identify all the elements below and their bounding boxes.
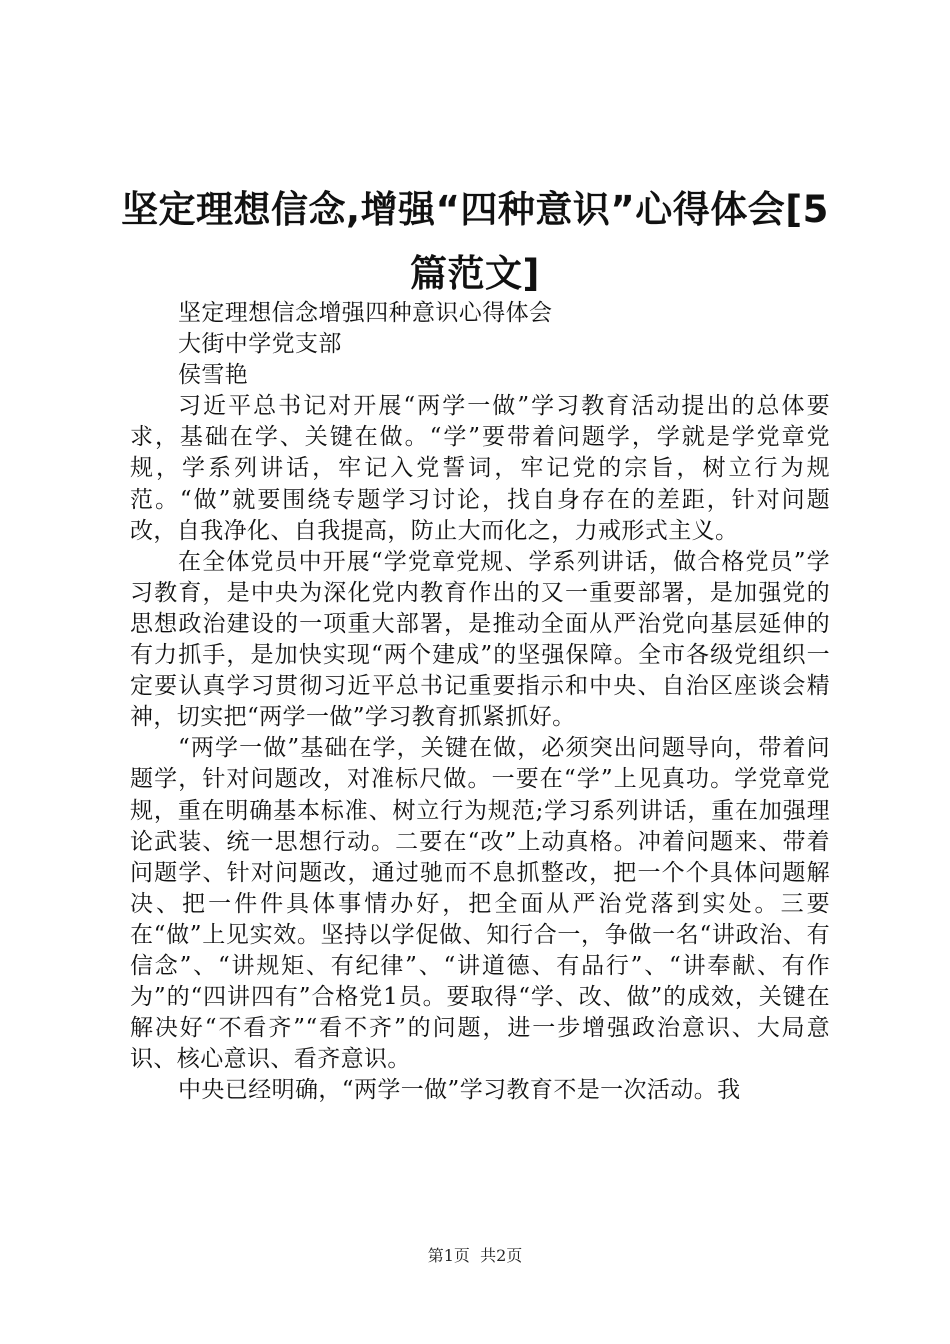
document-body: [130, 298, 830, 1106]
document-title: 坚定理想信念,增强“四种意识”心得体会[5篇范文]: [121, 188, 829, 295]
page-footer: [0, 1245, 950, 1267]
page-number: 第1页: [427, 1246, 470, 1265]
paragraph-3: “两学一做”基础在学，关键在做，必须突出问题导向，带着问题学，针对问题改，对准标尺做。一要在“学”上见真功。学党章党规，重在明确基本标准、树立行为规范;学习系列讲话，重在加强理论武装、统一思想行动。二要在“改”上动真格。冲着问题来、带着问题学、针对问题改，通过驰而不息抓整改，把一个个具体问题解决、把一件件具体事情办好，把全面从严治党落到实处。三要在“做”上见实效。坚持以学促做、知行合一，争做一名“讲政治、有信念”、“讲规矩、有纪律”、“讲道德、有品行”、“讲奉献、有作为”的“四讲四有”合格党1员。要取得“学、改、做”的成效，关键在解决好“不看齐”“看不齐”的问题，进一步增强政治意识、大局意识、核心意识、看齐意识。: [130, 735, 830, 1073]
page-total: 共2页: [480, 1246, 523, 1265]
document-subtitle: 坚定理想信念增强四种意识心得体会: [178, 300, 553, 326]
organization-name: 大街中学党支部: [178, 331, 342, 358]
paragraph-1: 习近平总书记对开展“两学一做”学习教育活动提出的总体要求，基础在学、关键在做。“学”要带着问题学，学就是学党章党规，学系列讲话，牢记入党誓词，牢记党的宗旨，树立行为规范。“做”就要围绕专题学习讨论，找自身存在的差距，针对问题改，自我净化、自我提高，防止大而化之，力戒形式主义。: [130, 393, 830, 544]
paragraph-2: 在全体党员中开展“学党章党规、学系列讲话，做合格党员”学习教育，是中央为深化党内教育作出的又一重要部署，是加强党的思想政治建设的一项重大部署，是推动全面从严治党向基层延伸的有力抓手，是加快实现“两个建成”的坚强保障。全市各级党组织一定要认真学习贯彻习近平总书记重要指示和中央、自治区座谈会精神，切实把“两学一做”学习教育抓紧抓好。: [130, 548, 830, 731]
paragraph-4: 中央已经明确，“两学一做”学习教育不是一次活动。我: [178, 1077, 741, 1104]
author-name: 侯雪艳: [178, 362, 249, 389]
